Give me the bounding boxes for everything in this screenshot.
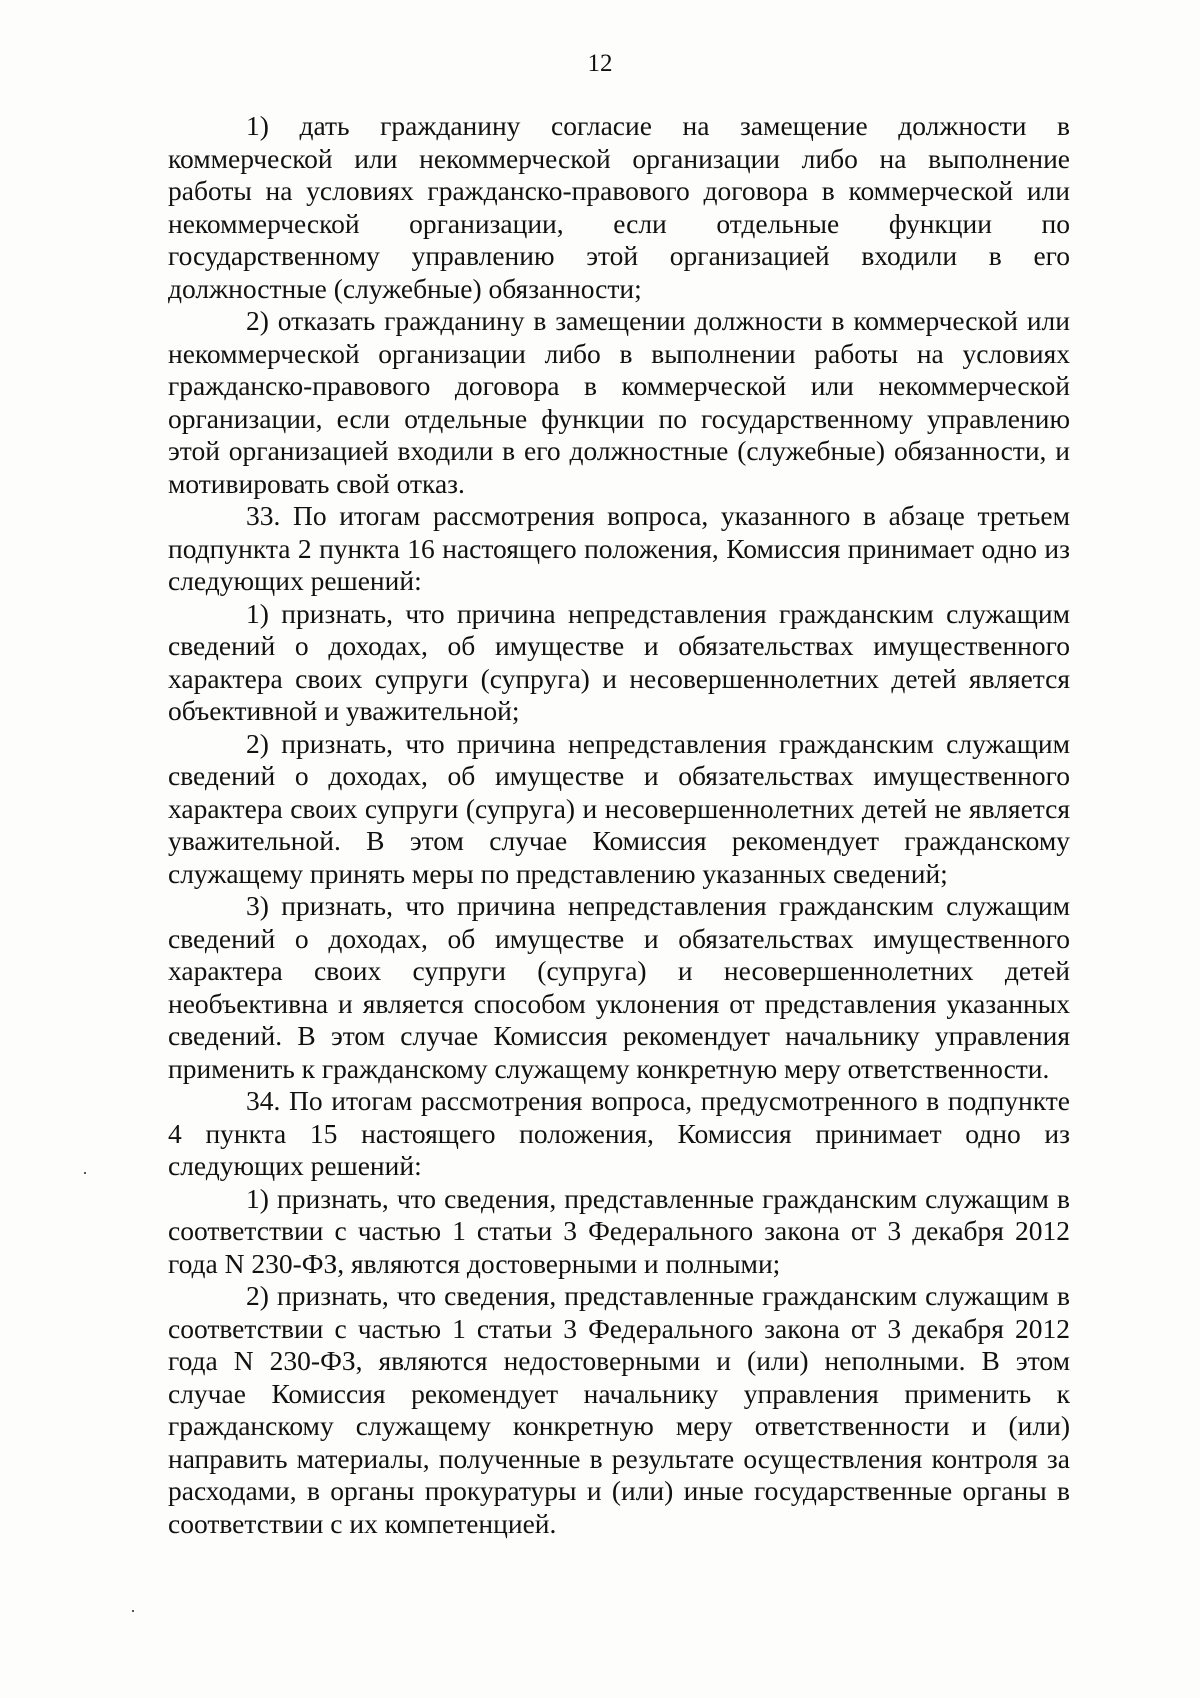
paragraph-clause-33: 33. По итогам рассмотрения вопроса, указанного в абзаце третьем подпункта 2 пункта 16 настоящего положения, Комиссия принимает одно из следующих решений: xyxy=(168,500,1070,596)
paragraph-item-2-refusal: 2) отказать гражданину в замещении должности в коммерческой или некоммерческой организации либо в выполнении работы на условиях гражданско-правового договора в коммерческой или некоммерческой организации, если отдельные функции по государственному управлению этой организацией входили в его должностные (служебные) обязанности, и мотивировать свой отказ. xyxy=(168,305,1070,499)
paragraph-clause-33-item-1: 1) признать, что причина непредставления гражданским служащим сведений о доходах, об имуществе и обязательствах имущественного характера своих супруги (супруга) и несовершеннолетних детей является объективной и уважительной; xyxy=(168,597,1070,726)
paragraph-item-1-consent: 1) дать гражданину согласие на замещение должности в коммерческой или некоммерческой организации либо на выполнение работы на условиях гражданско-правового договора в коммерческой или некоммерческой организации, если отдельные функции по государственному управлению этой организацией входили в его должностные (служебные) обязанности; xyxy=(168,110,1070,304)
paragraph-clause-34-item-1: 1) признать, что сведения, представленные гражданским служащим в соответствии с частью 1 статьи 3 Федерального закона от 3 декабря 2012 года N 230-ФЗ, являются достоверными и полными; xyxy=(168,1182,1070,1279)
scan-speck xyxy=(84,1172,86,1174)
page-number: 12 xyxy=(587,50,613,77)
document-body xyxy=(168,110,1070,1540)
paragraph-clause-34-item-2: 2) признать, что сведения, представленные гражданским служащим в соответствии с частью 1 статьи 3 Федерального закона от 3 декабря 2012 года N 230-ФЗ, являются недостоверными и (или) неполными. В этом случае Комиссия рекомендует начальнику управления применить к гражданскому служащему конкретную меру ответственности и (или) направить материалы, полученные в результате осуществления контроля за расходами, в органы прокуратуры и (или) иные государственные органы в соответствии с их компетенцией. xyxy=(168,1280,1070,1539)
paragraph-clause-33-item-2: 2) признать, что причина непредставления гражданским служащим сведений о доходах, об имуществе и обязательствах имущественного характера своих супруги (супруга) и несовершеннолетних детей не является уважительной. В этом случае Комиссия рекомендует гражданскому служащему принять меры по представлению указанных сведений; xyxy=(168,727,1070,889)
scan-speck xyxy=(132,1610,134,1612)
paragraph-clause-34: 34. По итогам рассмотрения вопроса, предусмотренного в подпункте 4 пункта 15 настоящего положения, Комиссия принимает одно из следующих решений: xyxy=(168,1085,1070,1181)
paragraph-clause-33-item-3: 3) признать, что причина непредставления гражданским служащим сведений о доходах, об имуществе и обязательствах имущественного характера своих супруги (супруга) и несовершеннолетних детей необъективна и является способом уклонения от представления указанных сведений. В этом случае Комиссия рекомендует начальнику управления применить к гражданскому служащему конкретную меру ответственности. xyxy=(168,890,1070,1084)
